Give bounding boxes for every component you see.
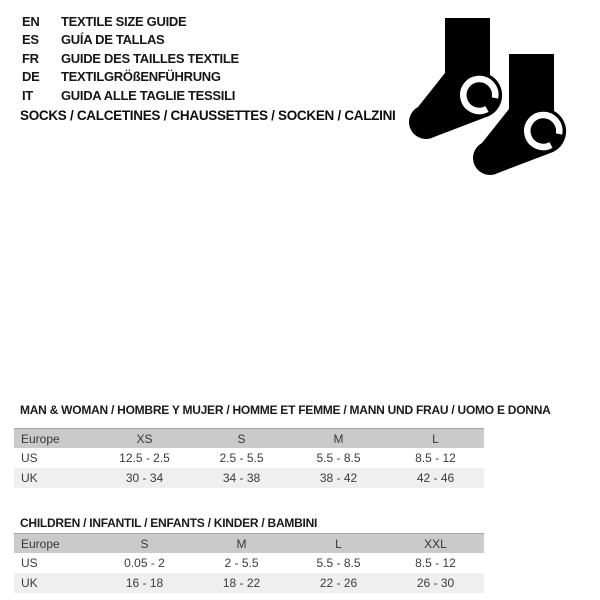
size-cell: 5.5 - 8.5 [316, 556, 361, 570]
column-header-region: Europe [21, 536, 60, 551]
table-title-children: CHILDREN / INFANTIL / ENFANTS / KINDER / BAMBINI [20, 516, 318, 530]
language-row-es [22, 31, 239, 50]
language-label: TEXTILGRÖßENFÜHRUNG [61, 69, 221, 85]
size-cell: 22 - 26 [319, 576, 358, 590]
table-row-us [14, 553, 484, 573]
size-cell: 34 - 38 [222, 471, 261, 485]
language-row-it [22, 86, 239, 105]
table-row-us [14, 448, 484, 468]
column-header-size: M [236, 536, 247, 551]
language-code: EN [22, 13, 40, 29]
size-cell: 2 - 5.5 [224, 556, 259, 570]
category-heading: SOCKS / CALCETINES / CHAUSSETTES / SOCKEN / CALZINI [20, 108, 396, 123]
language-row-en [22, 12, 239, 31]
size-cell: 5.5 - 8.5 [316, 451, 361, 465]
column-header-size: M [333, 431, 344, 446]
socks-icon [406, 12, 570, 184]
size-cell: 8.5 - 12 [415, 451, 456, 465]
table-title-man-woman: MAN & WOMAN / HOMBRE Y MUJER / HOMME ET FEMME / MANN UND FRAU / UOMO E DONNA [20, 403, 551, 417]
language-row-fr [22, 49, 239, 68]
size-cell: 0.05 - 2 [124, 556, 165, 570]
language-code: FR [22, 50, 39, 66]
language-label: GUIDA ALLE TAGLIE TESSILI [61, 87, 236, 103]
size-cell: 8.5 - 12 [415, 556, 456, 570]
language-label: TEXTILE SIZE GUIDE [61, 13, 187, 29]
row-label: UK [21, 471, 38, 485]
language-row-de [22, 68, 239, 87]
language-code: IT [22, 87, 33, 103]
size-cell: 42 - 46 [416, 471, 455, 485]
row-label: US [21, 451, 38, 465]
size-cell: 16 - 18 [125, 576, 164, 590]
language-list [22, 12, 239, 105]
size-cell: 26 - 30 [416, 576, 455, 590]
size-cell: 38 - 42 [319, 471, 358, 485]
column-header-size: S [237, 431, 246, 446]
size-cell: 12.5 - 2.5 [119, 451, 170, 465]
column-header-size: S [140, 536, 149, 551]
size-table-man-woman [14, 428, 484, 488]
language-code: DE [22, 69, 40, 85]
column-header-size: L [432, 431, 439, 446]
column-header-size: XS [136, 431, 153, 446]
language-label: GUIDE DES TAILLES TEXTILE [61, 50, 239, 66]
language-label: GUÍA DE TALLAS [61, 32, 165, 48]
sock-left-icon [409, 18, 502, 139]
size-cell: 2.5 - 5.5 [219, 451, 264, 465]
table-header-row [14, 428, 484, 448]
size-table-children [14, 533, 484, 593]
table-row-uk [14, 573, 484, 593]
size-cell: 18 - 22 [222, 576, 261, 590]
table-header-row [14, 533, 484, 553]
column-header-region: Europe [21, 431, 60, 446]
row-label: US [21, 556, 38, 570]
language-code: ES [22, 32, 39, 48]
row-label: UK [21, 576, 38, 590]
size-cell: 30 - 34 [125, 471, 164, 485]
column-header-size: XXL [424, 536, 447, 551]
column-header-size: L [335, 536, 342, 551]
table-row-uk [14, 468, 484, 488]
